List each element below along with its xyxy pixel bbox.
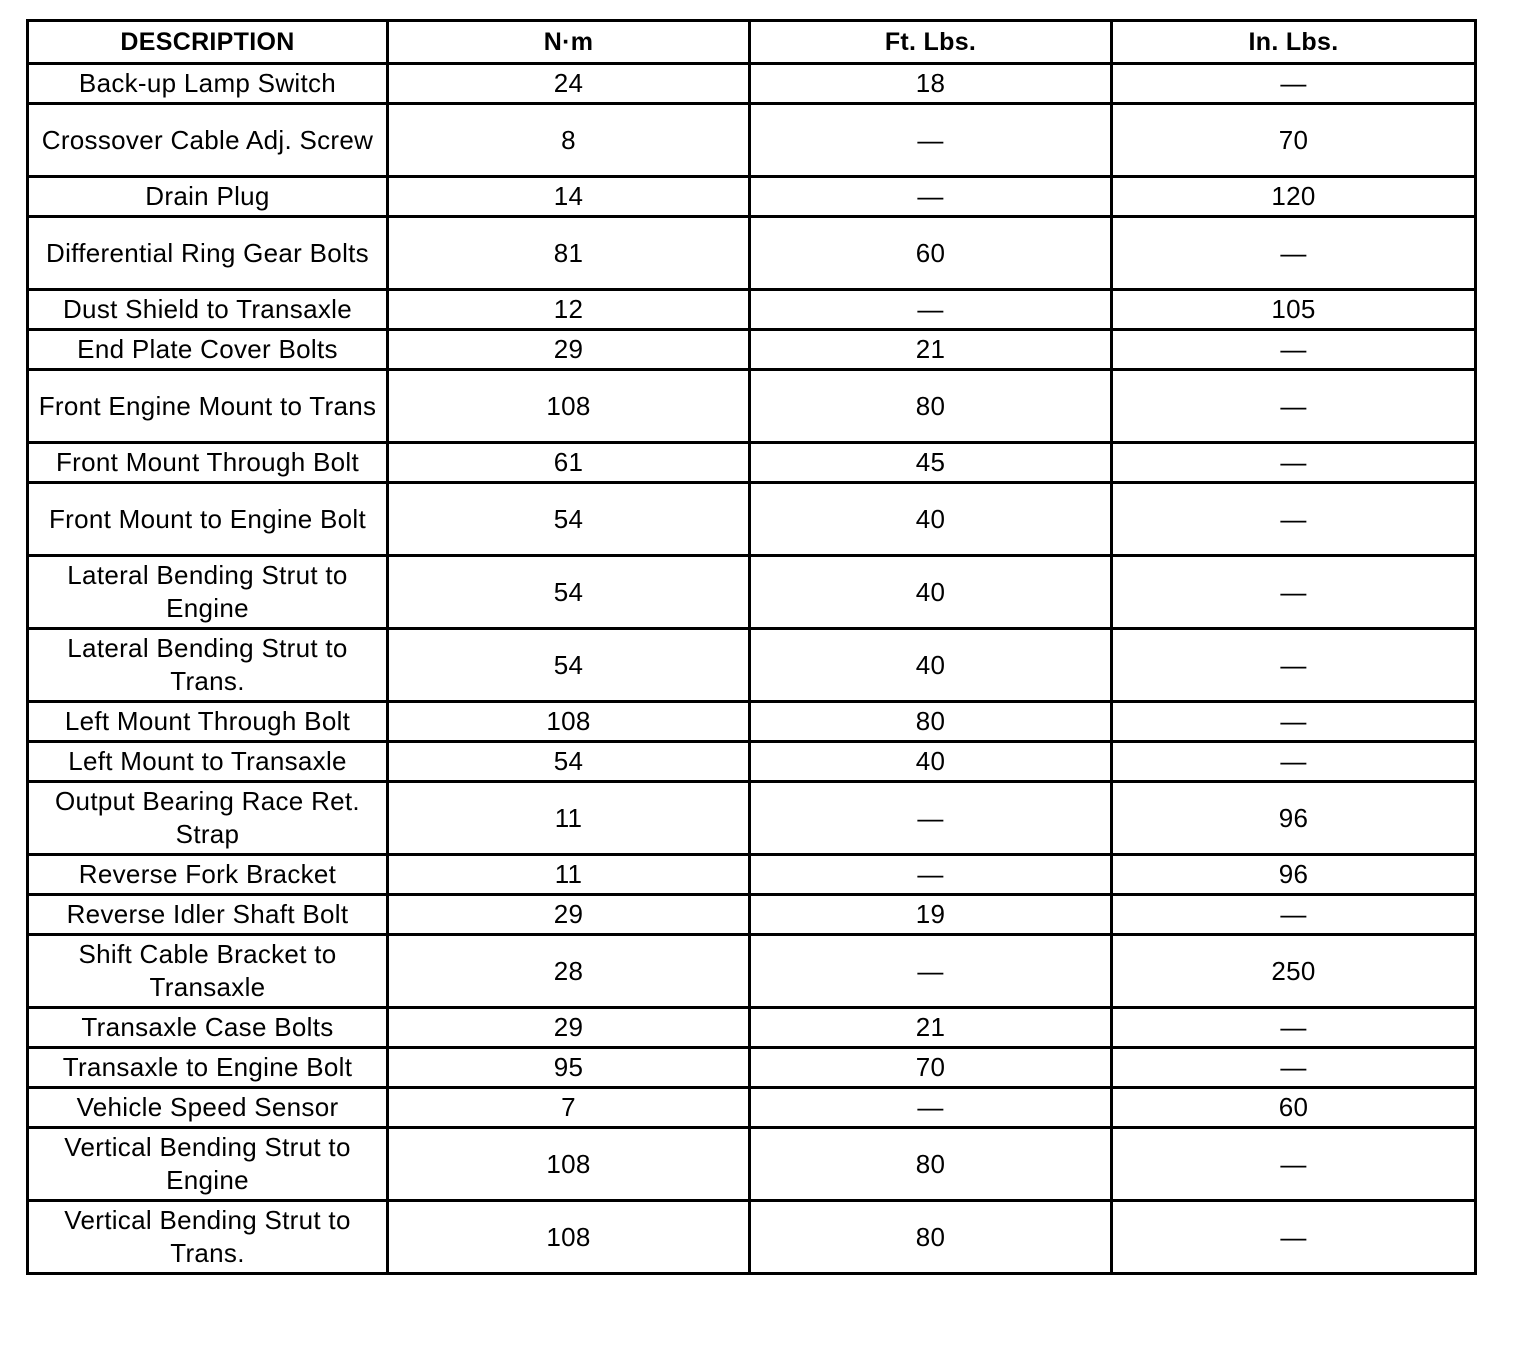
cell-nm: 54: [388, 556, 750, 629]
table-row: [28, 483, 1476, 556]
cell-nm: 24: [388, 64, 750, 104]
cell-nm: 54: [388, 742, 750, 782]
table-row: [28, 330, 1476, 370]
table-row: [28, 742, 1476, 782]
cell-description: Output Bearing Race Ret. Strap: [28, 782, 388, 855]
cell-ft-lbs: —: [750, 1088, 1112, 1128]
cell-description: Reverse Fork Bracket: [28, 855, 388, 895]
cell-in-lbs: —: [1112, 702, 1476, 742]
cell-in-lbs: 96: [1112, 855, 1476, 895]
table-row: [28, 895, 1476, 935]
cell-description: Differential Ring Gear Bolts: [28, 217, 388, 290]
cell-description: Shift Cable Bracket to Transaxle: [28, 935, 388, 1008]
cell-ft-lbs: —: [750, 855, 1112, 895]
cell-in-lbs: 250: [1112, 935, 1476, 1008]
cell-ft-lbs: 80: [750, 370, 1112, 443]
cell-ft-lbs: 80: [750, 1201, 1112, 1274]
cell-in-lbs: —: [1112, 330, 1476, 370]
table-row: [28, 556, 1476, 629]
cell-nm: 12: [388, 290, 750, 330]
cell-nm: 61: [388, 443, 750, 483]
cell-description: Dust Shield to Transaxle: [28, 290, 388, 330]
cell-description: Front Mount to Engine Bolt: [28, 483, 388, 556]
cell-ft-lbs: 80: [750, 702, 1112, 742]
cell-in-lbs: —: [1112, 1201, 1476, 1274]
table-row: [28, 370, 1476, 443]
cell-in-lbs: 70: [1112, 104, 1476, 177]
table-row: [28, 64, 1476, 104]
cell-description: Crossover Cable Adj. Screw: [28, 104, 388, 177]
cell-in-lbs: —: [1112, 895, 1476, 935]
cell-in-lbs: 96: [1112, 782, 1476, 855]
cell-ft-lbs: —: [750, 935, 1112, 1008]
cell-description: Vertical Bending Strut to Engine: [28, 1128, 388, 1201]
cell-in-lbs: 120: [1112, 177, 1476, 217]
cell-description: End Plate Cover Bolts: [28, 330, 388, 370]
cell-description: Back-up Lamp Switch: [28, 64, 388, 104]
cell-nm: 108: [388, 370, 750, 443]
cell-in-lbs: 60: [1112, 1088, 1476, 1128]
cell-in-lbs: —: [1112, 1048, 1476, 1088]
cell-nm: 108: [388, 702, 750, 742]
table-row: [28, 443, 1476, 483]
torque-specifications-table: [26, 19, 1477, 1275]
table-row: [28, 1008, 1476, 1048]
cell-in-lbs: 105: [1112, 290, 1476, 330]
cell-ft-lbs: 45: [750, 443, 1112, 483]
cell-in-lbs: —: [1112, 217, 1476, 290]
table-row: [28, 782, 1476, 855]
cell-description: Left Mount to Transaxle: [28, 742, 388, 782]
cell-nm: 108: [388, 1201, 750, 1274]
cell-in-lbs: —: [1112, 443, 1476, 483]
cell-in-lbs: —: [1112, 64, 1476, 104]
cell-nm: 54: [388, 483, 750, 556]
cell-nm: 7: [388, 1088, 750, 1128]
cell-description: Front Mount Through Bolt: [28, 443, 388, 483]
cell-ft-lbs: 40: [750, 483, 1112, 556]
cell-description: Left Mount Through Bolt: [28, 702, 388, 742]
table-row: [28, 104, 1476, 177]
cell-in-lbs: —: [1112, 483, 1476, 556]
cell-ft-lbs: —: [750, 782, 1112, 855]
header-description: DESCRIPTION: [28, 21, 388, 64]
cell-description: Vertical Bending Strut to Trans.: [28, 1201, 388, 1274]
cell-in-lbs: —: [1112, 1128, 1476, 1201]
cell-nm: 11: [388, 782, 750, 855]
cell-ft-lbs: 40: [750, 742, 1112, 782]
table-row: [28, 629, 1476, 702]
table-row: [28, 217, 1476, 290]
cell-ft-lbs: 19: [750, 895, 1112, 935]
cell-nm: 81: [388, 217, 750, 290]
cell-in-lbs: —: [1112, 1008, 1476, 1048]
table-row: [28, 290, 1476, 330]
cell-nm: 28: [388, 935, 750, 1008]
cell-description: Transaxle to Engine Bolt: [28, 1048, 388, 1088]
cell-nm: 14: [388, 177, 750, 217]
cell-nm: 29: [388, 1008, 750, 1048]
cell-ft-lbs: —: [750, 290, 1112, 330]
table-row: [28, 177, 1476, 217]
table-header-row: [28, 21, 1476, 64]
cell-description: Vehicle Speed Sensor: [28, 1088, 388, 1128]
header-in-lbs: In. Lbs.: [1112, 21, 1476, 64]
cell-nm: 8: [388, 104, 750, 177]
cell-in-lbs: —: [1112, 629, 1476, 702]
cell-ft-lbs: 40: [750, 629, 1112, 702]
cell-ft-lbs: 80: [750, 1128, 1112, 1201]
table-row: [28, 1048, 1476, 1088]
cell-ft-lbs: 21: [750, 1008, 1112, 1048]
cell-in-lbs: —: [1112, 370, 1476, 443]
header-ft-lbs: Ft. Lbs.: [750, 21, 1112, 64]
header-nm: N·m: [388, 21, 750, 64]
table-row: [28, 702, 1476, 742]
table-row: [28, 855, 1476, 895]
cell-ft-lbs: 21: [750, 330, 1112, 370]
cell-description: Transaxle Case Bolts: [28, 1008, 388, 1048]
cell-nm: 11: [388, 855, 750, 895]
table-row: [28, 935, 1476, 1008]
cell-ft-lbs: 40: [750, 556, 1112, 629]
cell-ft-lbs: —: [750, 104, 1112, 177]
cell-description: Lateral Bending Strut to Engine: [28, 556, 388, 629]
cell-in-lbs: —: [1112, 556, 1476, 629]
cell-description: Reverse Idler Shaft Bolt: [28, 895, 388, 935]
cell-description: Lateral Bending Strut to Trans.: [28, 629, 388, 702]
cell-ft-lbs: —: [750, 177, 1112, 217]
table-row: [28, 1128, 1476, 1201]
cell-nm: 95: [388, 1048, 750, 1088]
cell-ft-lbs: 60: [750, 217, 1112, 290]
table-row: [28, 1201, 1476, 1274]
cell-description: Drain Plug: [28, 177, 388, 217]
cell-description: Front Engine Mount to Trans: [28, 370, 388, 443]
cell-nm: 54: [388, 629, 750, 702]
cell-ft-lbs: 18: [750, 64, 1112, 104]
cell-ft-lbs: 70: [750, 1048, 1112, 1088]
cell-nm: 108: [388, 1128, 750, 1201]
table-row: [28, 1088, 1476, 1128]
cell-nm: 29: [388, 895, 750, 935]
cell-in-lbs: —: [1112, 742, 1476, 782]
cell-nm: 29: [388, 330, 750, 370]
